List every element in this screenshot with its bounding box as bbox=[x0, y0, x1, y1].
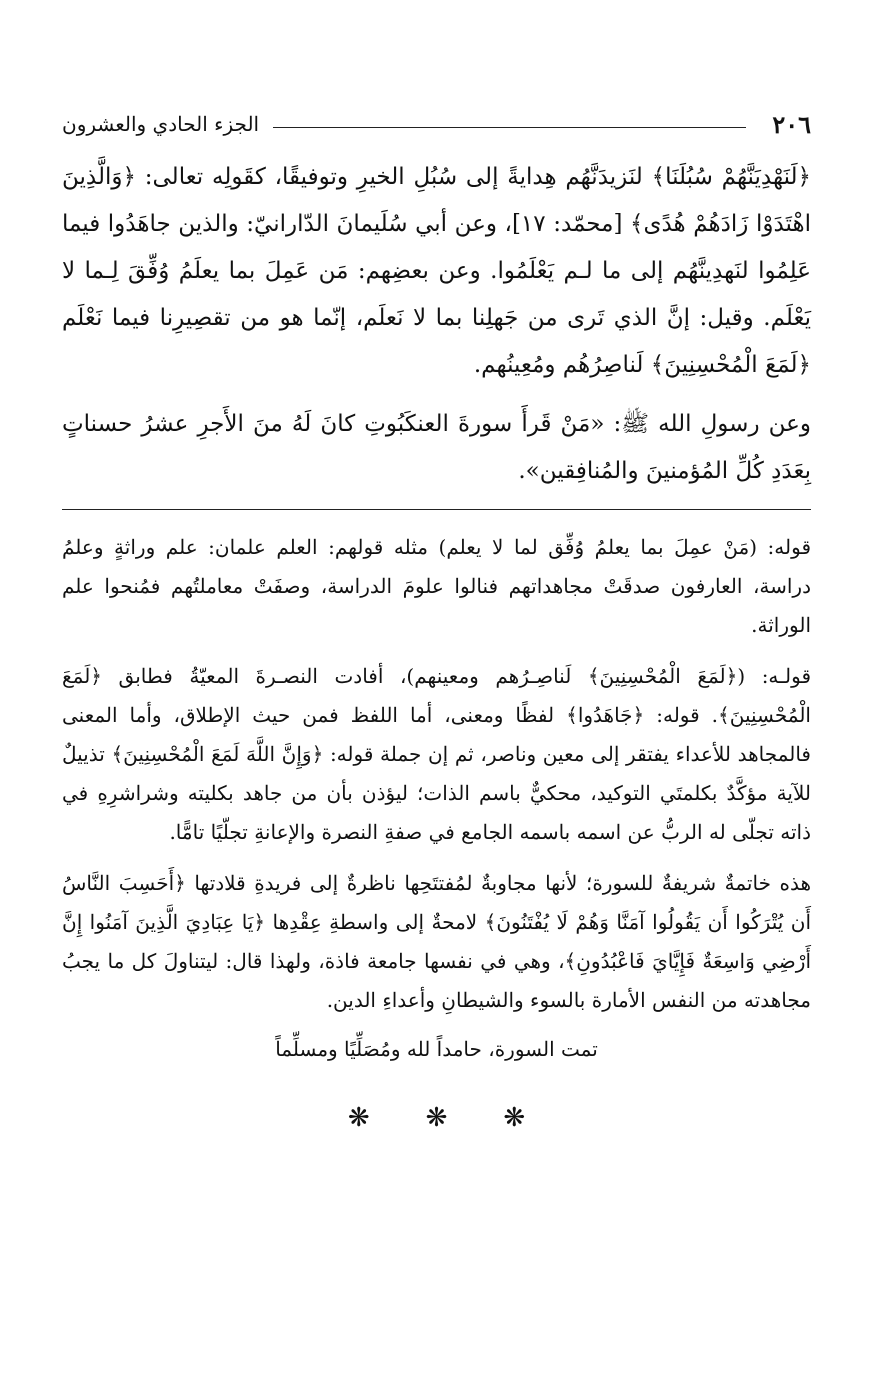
header-rule bbox=[273, 127, 746, 128]
running-title: الجزء الحادي والعشرون bbox=[62, 112, 260, 136]
page-header bbox=[62, 98, 811, 150]
main-paragraph: ﴿لَنَهْدِيَنَّهُمْ سُبُلَنَا﴾ لنَزيدَنَّهُم هِدايةً إلى سُبُلِ الخيرِ وتوفيقًا، كقَولِه تعالى: ﴿وَالَّذِينَ اهْتَدَوْا زَادَهُمْ هُدًى﴾ [محمّد: ١٧]، وعن أبي سُلَيمانَ الدّارانيّ: والذين جاهَدُوا فيما عَلِمُوا لنَهدِينَّهُم إلى ما لـم يَعْلَمُوا. وعن بعضِهم: مَن عَمِلَ بما يعلَمُ وُفِّقَ لِـما لا يَعْلَم. وقيل: إنَّ الذي تَرى من جَهلِنا بما لا نَعلَم، إنّما هو من تقصِيرِنا فيما نَعْلَم ﴿لَمَعَ الْمُحْسِنِينَ﴾ لَناصِرُهُم ومُعِينُهم. bbox=[62, 164, 811, 378]
closing-line: تمت السورة، حامداً لله ومُصَلِّيًا ومسلِّماً bbox=[275, 1037, 598, 1061]
asterism-ornament-icon: ❋ bbox=[347, 1103, 370, 1133]
note-paragraph: قوله: (مَنْ عمِلَ بما يعلمُ وُفِّق لما لا يعلم) مثله قولهم: العلم علمان: علم وراثةٍ وعلمُ دراسة، العارفون صدقَتْ مجاهداتهم فنالوا علومَ الدراسة، وصفَتْ معاملتُهم فمُنحوا علم الوراثة. bbox=[62, 535, 811, 637]
footnote-separator bbox=[62, 509, 811, 510]
note-paragraph: قولـه: (﴿لَمَعَ الْمُحْسِنِينَ﴾ لَناصِـرُهم ومعينهم)، أفادت النصـرةَ المعيّةُ فطابق ﴿لَمَعَ الْمُحْسِنِينَ﴾. قوله: ﴿جَاهَدُوا﴾ لفظًا ومعنى، أما اللفظ فمن حيث الإطلاق، وأما المعنى فالمجاهد للأعداء يفتقر إلى معين وناصر، ثم إن جملة قوله: ﴿وَإِنَّ اللَّهَ لَمَعَ الْمُحْسِنِينَ﴾ تذييلٌ للآية مؤكَّدٌ بكلمتَي التوكيد، محكيٌّ باسم الذات؛ ليؤذن بأن من جاهد بكليته وشراشرِهِ في ذاته تجلّى له الربُّ عن اسمه باسمه الجامع في صفةِ النصرة والإعانةِ تجلّيًا تامًّا. bbox=[62, 664, 811, 844]
commentary-notes bbox=[62, 528, 811, 1020]
main-paragraph: وعن رسولِ الله ﷺ: «مَنْ قَرأَ سورةَ العنكَبُوتِ كانَ لَهُ منَ الأَجرِ عشرُ حسناتٍ بِعَدَدِ كُلِّ المُؤمنينَ والمُنافِقين». bbox=[62, 411, 811, 484]
note-paragraph: هذه خاتمةٌ شريفةٌ للسورة؛ لأنها مجاوبةٌ لمُفتتَحِها ناظرةٌ إلى فريدةِ قلادتها ﴿أَحَسِبَ النَّاسُ أَن يُتْرَكُوا أَن يَقُولُوا آمَنَّا وَهُمْ لَا يُفْتَنُونَ﴾ لامحةٌ إلى واسطةِ عِقْدِها ﴿يَا عِبَادِيَ الَّذِينَ آمَنُوا إِنَّ أَرْضِي وَاسِعَةٌ فَإِيَّايَ فَاعْبُدُونِ﴾، وهي في نفسها جامعة فاذة، ولهذا قال: ليتناولَ كل ما يجبُ مجاهدته من النفس الأمارة بالسوء والشيطانِ وأعداءِ الدين. bbox=[62, 871, 811, 1012]
main-text bbox=[62, 154, 811, 495]
page-number: ٢٠٦ bbox=[772, 109, 811, 139]
asterism-ornament-icon: ❋ bbox=[425, 1103, 448, 1133]
end-ornaments bbox=[62, 1103, 811, 1133]
asterism-ornament-icon: ❋ bbox=[503, 1103, 526, 1133]
